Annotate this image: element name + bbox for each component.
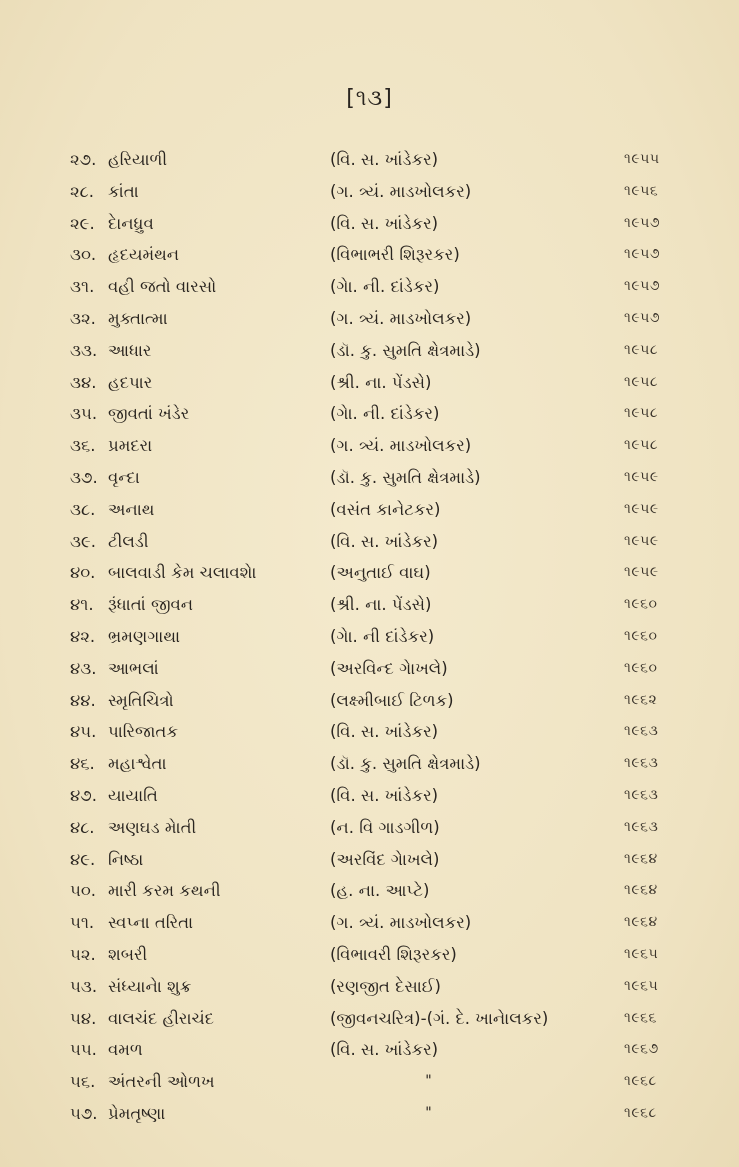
list-item: [0, 176, 739, 208]
book-author: (ગ. ત્ર્યં. માડખોલકર): [330, 308, 472, 328]
entry-number: ૨૭.: [70, 150, 97, 169]
book-author: (વિ. સ. ખાંડેકર): [330, 722, 439, 742]
book-author: (ડૉ. કુ. સુમતિ ક્ષેત્રમાડે): [330, 754, 481, 774]
book-author: (ન. વિ ગાડગીળ): [330, 817, 440, 837]
entry-number: ૩૨.: [70, 308, 96, 328]
list-item: [0, 462, 739, 494]
book-title: સંધ્યાનેા શુક્ર: [108, 976, 192, 996]
book-author: (અનુતાઈ વાઘ): [330, 563, 431, 583]
book-author: (ગ. ત્ર્યં. માડખોલકર): [330, 181, 472, 201]
list-item: [0, 716, 739, 748]
book-author: ": [425, 1073, 432, 1090]
entry-number: ૩૪.: [70, 372, 97, 392]
publication-year: ૧૯૬૫: [624, 977, 659, 994]
book-title: આધાર: [108, 340, 152, 360]
publication-year: ૧૯૬૪: [624, 914, 658, 931]
book-title: આભલાં: [108, 658, 159, 678]
entry-number: ૫૧.: [70, 913, 95, 933]
entry-number: ૫૪.: [70, 1008, 97, 1028]
entry-number: ૨૯.: [70, 213, 95, 233]
book-author: (વિ. સ. ખાંડેકર): [330, 1040, 439, 1060]
entry-number: ૪૯.: [70, 849, 96, 869]
publication-year: ૧૯૫૭: [624, 309, 661, 326]
publication-year: ૧૯૫૭: [624, 214, 661, 231]
book-title: વહી જતો વારસો: [108, 277, 217, 297]
publication-year: ૧૯૬૮: [624, 1104, 657, 1121]
publication-year: ૧૯૫૭: [624, 246, 661, 263]
publication-year: ૧૯૫૬: [624, 182, 659, 199]
entry-number: ૪૮.: [70, 817, 95, 837]
book-author: (અરવિન્દ ગેાખલે): [330, 658, 448, 678]
entry-number: ૫૭.: [70, 1103, 98, 1123]
entry-number: ૩૦.: [70, 245, 97, 265]
book-title: શબરી: [108, 944, 148, 964]
book-title: અનાથ: [108, 499, 155, 519]
publication-year: ૧૯૫૯: [624, 532, 659, 549]
book-author: (વિ. સ. ખાંડેકર): [330, 531, 439, 551]
book-author: (અરવિંદ ગેાખલે): [330, 849, 440, 869]
list-item: [0, 398, 739, 430]
list-item: [0, 844, 739, 876]
book-list: [0, 144, 739, 1130]
list-item: [0, 367, 739, 399]
list-item: [0, 812, 739, 844]
book-title: ભ્રમણગાથા: [108, 626, 181, 646]
list-item: [0, 907, 739, 939]
entry-number: ૨૮.: [70, 181, 95, 201]
book-author: (વિભાભરી શિરૂરકર): [330, 245, 460, 265]
book-title: પારિજાતક: [108, 722, 178, 742]
entry-number: ૫૦.: [70, 881, 97, 901]
book-author: (ગેા. ની. દાંડેકર): [330, 277, 440, 297]
page-number: [૧૩]: [346, 86, 393, 111]
book-title: વાલચંદ હીરાચંદ: [108, 1008, 214, 1028]
book-author: (લક્ષ્મીબાઈ ટિળક): [330, 690, 454, 710]
publication-year: ૧૯૫૯: [624, 564, 659, 581]
publication-year: ૧૯૫૮: [624, 341, 659, 358]
list-item: [0, 971, 739, 1003]
publication-year: ૧૯૫૫: [624, 151, 660, 167]
entry-number: ૫૫.: [70, 1040, 97, 1060]
book-title: યાયાતિ: [108, 785, 158, 805]
publication-year: ૧૯૬૫: [624, 945, 659, 962]
book-title: હરિયાળી: [108, 150, 168, 169]
book-author: (ગેા. ની દાંડેકર): [330, 626, 435, 646]
book-title: રૂંધાતાં જીવન: [108, 595, 194, 615]
book-author: (વિ. સ. ખાંડેકર): [330, 150, 439, 169]
book-title: વમળ: [108, 1040, 143, 1060]
book-title: નિષ્ઠા: [108, 849, 144, 869]
book-title: અંતરની ઓળખ: [108, 1072, 215, 1092]
entry-number: ૪૩.: [70, 658, 97, 678]
book-author: (રણજીત દેસાઈ): [330, 976, 441, 996]
entry-number: ૪૧.: [70, 595, 94, 615]
list-item: [0, 653, 739, 685]
book-author: (શ્રી. ના. પેંડસે): [330, 595, 432, 615]
list-item: [0, 303, 739, 335]
book-title: પ્રમદરા: [108, 436, 153, 456]
book-title: ટીલડી: [108, 531, 149, 551]
list-item: [0, 1098, 739, 1130]
list-item: [0, 430, 739, 462]
book-title: કાંતા: [108, 181, 139, 201]
book-title: હદપાર: [108, 372, 153, 392]
publication-year: ૧૯૫૯: [624, 500, 659, 517]
publication-year: ૧૯૬૭: [624, 1041, 659, 1058]
book-title: દેાનધ્રુવ: [108, 213, 154, 233]
entry-number: ૩૭.: [70, 467, 98, 487]
entry-number: ૩૫.: [70, 404, 98, 424]
entry-number: ૪૦.: [70, 563, 96, 583]
list-item: [0, 1034, 739, 1066]
publication-year: ૧૯૫૮: [624, 373, 659, 390]
list-item: [0, 589, 739, 621]
entry-number: ૪૨.: [70, 626, 96, 646]
entry-number: ૪૬.: [70, 754, 95, 774]
book-title: હૃદયમંથન: [108, 245, 180, 265]
book-title: વૃન્દા: [108, 467, 140, 487]
book-author: (ગેા. ની. દાંડેકર): [330, 404, 440, 424]
book-author: (વિભાવરી શિરૂરકર): [330, 944, 457, 964]
book-author: (શ્રી. ના. પેંડસે): [330, 372, 432, 392]
publication-year: ૧૯૬૦: [624, 596, 658, 613]
book-title: સ્મૃતિચિત્રો: [108, 690, 174, 710]
entry-number: ૪૭.: [70, 785, 97, 805]
publication-year: ૧૯૬૨: [624, 691, 658, 708]
publication-year: ૧૯૫૮: [624, 405, 659, 422]
entry-number: ૫૩.: [70, 976, 98, 996]
publication-year: ૧૯૬૩: [624, 755, 659, 772]
publication-year: ૧૯૬૩: [624, 723, 659, 740]
entry-number: ૩૯.: [70, 531, 97, 551]
book-title: બાલવાડી કેમ ચલાવશેા: [108, 563, 257, 583]
book-title: મુક્તાત્મા: [108, 308, 168, 328]
list-item: [0, 208, 739, 240]
book-author: (ગ. ત્ર્યં. માડખોલકર): [330, 913, 472, 933]
publication-year: ૧૯૫૯: [624, 468, 659, 485]
entry-number: ૫૨.: [70, 944, 96, 964]
book-author: (હ. ના. આપ્ટે): [330, 881, 430, 901]
book-title: સ્વપ્ના તરિતા: [108, 913, 194, 933]
book-title: પ્રેમતૃષ્ણા: [108, 1103, 166, 1123]
publication-year: ૧૯૫૮: [624, 437, 659, 454]
publication-year: ૧૯૬૪: [624, 850, 658, 867]
book-title: જીવતાં ખંડેર: [108, 404, 190, 424]
book-author: (ડૉ. કુ. સુમતિ ક્ષેત્રમાડે): [330, 340, 481, 360]
list-item: [0, 621, 739, 653]
publication-year: ૧૯૬૮: [624, 1073, 657, 1090]
book-title: મારી કરમ કથની: [108, 881, 221, 901]
list-item: [0, 780, 739, 812]
publication-year: ૧૯૬૦: [624, 659, 658, 676]
list-item: [0, 494, 739, 526]
book-title: મહાશ્વેતા: [108, 754, 167, 774]
entry-number: ૫૬.: [70, 1072, 96, 1092]
publication-year: ૧૯૬૩: [624, 818, 659, 835]
list-item: [0, 335, 739, 367]
list-item: [0, 875, 739, 907]
publication-year: ૧૯૫૭: [624, 278, 661, 295]
book-author: (વિ. સ. ખાંડેકર): [330, 785, 439, 805]
list-item: [0, 939, 739, 971]
book-author: (વસંત કાનેટકર): [330, 499, 441, 519]
book-author: ": [425, 1104, 432, 1121]
publication-year: ૧૯૬૪: [624, 882, 658, 899]
entry-number: ૩૬.: [70, 436, 96, 456]
book-author: (જીવનચરિત્ર)-(ગં. દે. ખાનેાલકર): [330, 1008, 549, 1028]
list-item: [0, 748, 739, 780]
entry-number: ૩૮.: [70, 499, 96, 519]
entry-number: ૪૫.: [70, 722, 97, 742]
publication-year: ૧૯૬૬: [624, 1009, 657, 1026]
list-item: [0, 526, 739, 558]
publication-year: ૧૯૬૩: [624, 786, 659, 803]
list-item: [0, 239, 739, 271]
list-item: [0, 1066, 739, 1098]
list-item: [0, 144, 739, 176]
book-author: (ગ. ત્ર્યં. માડખોલકર): [330, 436, 472, 456]
book-title: અણઘડ મેાતી: [108, 817, 197, 837]
list-item: [0, 271, 739, 303]
entry-number: ૪૪.: [70, 690, 96, 710]
list-item: [0, 1003, 739, 1035]
entry-number: ૩૩.: [70, 340, 98, 360]
list-item: [0, 685, 739, 717]
entry-number: ૩૧.: [70, 277, 95, 297]
list-item: [0, 557, 739, 589]
book-author: (ડૉ. કુ. સુમતિ ક્ષેત્રમાડે): [330, 467, 481, 487]
publication-year: ૧૯૬૦: [624, 627, 658, 644]
book-author: (વિ. સ. ખાંડેકર): [330, 213, 439, 233]
